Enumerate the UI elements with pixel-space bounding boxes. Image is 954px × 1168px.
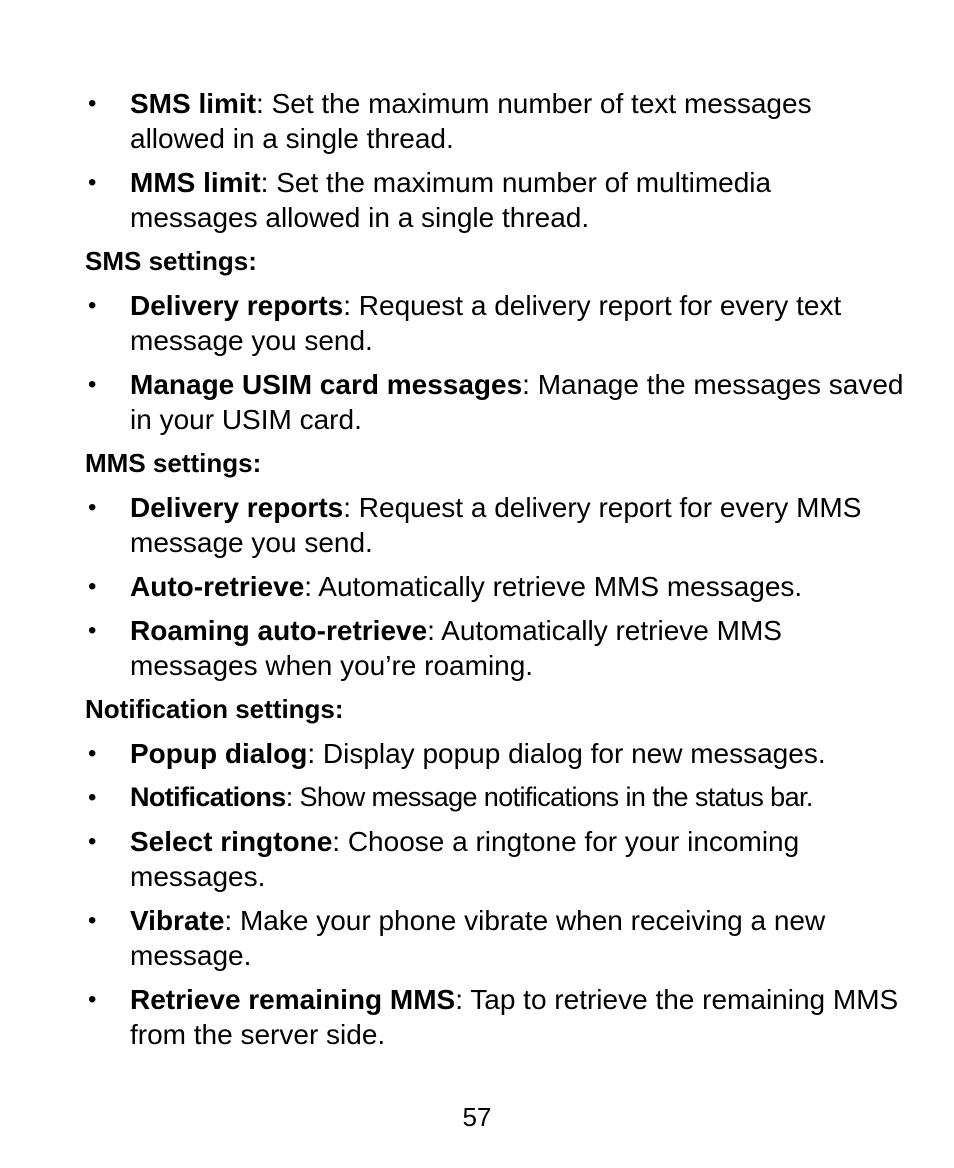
- bullet: •: [88, 740, 97, 767]
- list-item-mms-limit: [85, 165, 905, 235]
- bullet: •: [88, 986, 97, 1013]
- bullet: •: [88, 784, 96, 811]
- item-description: : Request a delivery report for every MMS message you send.: [130, 492, 862, 558]
- item-term: Roaming auto-retrieve: [130, 615, 428, 646]
- bullet: •: [88, 494, 97, 521]
- page-number: 57: [462, 1102, 492, 1132]
- list-item-manage-usim-card-messages: [85, 367, 905, 437]
- list-item-auto-retrieve: [85, 569, 905, 604]
- item-description: : Automatically retrieve MMS messages when you’re roaming.: [130, 615, 782, 681]
- item-description: : Show message notifications in the status bar.: [285, 782, 813, 812]
- bullet: •: [88, 907, 97, 934]
- list-item-popup-dialog: [85, 736, 905, 771]
- item-description: : Request a delivery report for every text message you send.: [130, 290, 842, 356]
- item-term: MMS limit: [130, 167, 261, 198]
- item-term: Select ringtone: [130, 826, 333, 857]
- section-heading-notification-settings: Notification settings:: [85, 694, 344, 724]
- bullet: •: [88, 828, 97, 855]
- bullet: •: [88, 573, 97, 600]
- item-description: : Automatically retrieve MMS messages.: [304, 571, 803, 602]
- list-item-retrieve-remaining-mms: [85, 982, 905, 1052]
- list-item-vibrate: [85, 903, 905, 973]
- bullet: •: [88, 292, 97, 319]
- list-item-roaming-auto-retrieve: [85, 613, 905, 683]
- list-item-sms-limit: [85, 86, 905, 156]
- item-description: : Set the maximum number of text messages allowed in a single thread.: [130, 88, 812, 154]
- list-item-mms-delivery-reports: [85, 490, 905, 560]
- bullet: •: [88, 371, 97, 398]
- bullet: •: [88, 90, 97, 117]
- bullet: •: [88, 169, 97, 196]
- item-description: : Manage the messages saved in your USIM card.: [130, 369, 904, 435]
- item-term: Notifications: [130, 782, 286, 812]
- item-term: Manage USIM card messages: [130, 369, 523, 400]
- item-term: SMS limit: [130, 88, 257, 119]
- manual-page-content: [85, 86, 905, 1061]
- item-term: Delivery reports: [130, 492, 344, 523]
- item-description: : Set the maximum number of multimedia messages allowed in a single thread.: [130, 167, 772, 233]
- section-heading-sms-settings: SMS settings:: [85, 246, 257, 276]
- bullet: •: [88, 617, 97, 644]
- item-term: Delivery reports: [130, 290, 344, 321]
- list-item-sms-delivery-reports: [85, 288, 905, 358]
- item-description: : Choose a ringtone for your incoming messages.: [130, 826, 800, 892]
- item-description: : Tap to retrieve the remaining MMS from the server side.: [130, 984, 899, 1050]
- item-description: : Make your phone vibrate when receiving a new message.: [130, 905, 826, 971]
- section-heading-mms-settings: MMS settings:: [85, 448, 262, 478]
- item-term: Vibrate: [130, 905, 225, 936]
- item-term: Retrieve remaining MMS: [130, 984, 456, 1015]
- item-description: : Display popup dialog for new messages.: [307, 738, 826, 769]
- list-item-notifications: [85, 780, 905, 815]
- item-term: Auto-retrieve: [130, 571, 305, 602]
- item-term: Popup dialog: [130, 738, 308, 769]
- list-item-select-ringtone: [85, 824, 905, 894]
